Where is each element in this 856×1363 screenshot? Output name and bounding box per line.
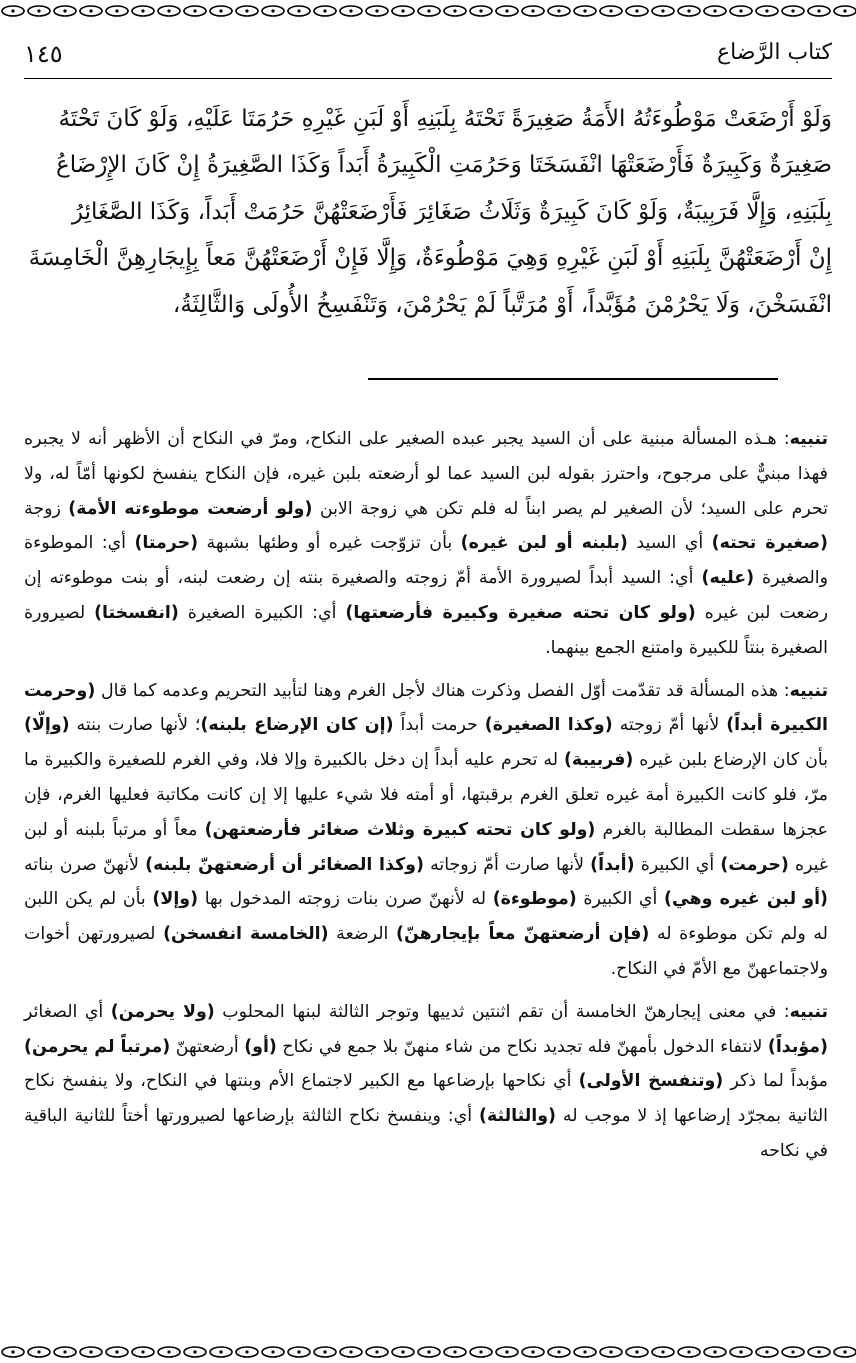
ornament-chain-icon <box>0 0 856 22</box>
commentary-text: أرضعتهنّ <box>170 1036 245 1057</box>
page-header <box>24 36 832 76</box>
commentary-text: أي: وينفسخ نكاح الثالثة بإرضاعها لصيرورتها أختاً للثانية الباقية في نكاحه <box>24 1106 828 1161</box>
matn-quote: (عليه) <box>701 568 755 589</box>
matn-quote: (حرمت) <box>720 854 789 875</box>
commentary-text: : هـذه المسألة مبنية على أن السيد يجبر عبده الصغير على النكاح، ومرّ في النكاح أن الأظهر أنه لا يجبره فهذا مبنيٌّ على مرجوح، واحترز بقوله لبن السيد عما لو أرضعته بلبن غيره، فإن النكاح ينفسخ لكونها أمّاً له، ولا تحرم على السيد؛ لأن الصغير لم يصر ابناً له فلم تكن هي زوجة الابن <box>24 429 828 519</box>
matn-line: إِنْ أَرْضَعَتْهُنَّ بِلَبَنِهِ أَوْ لَبَنِ غَيْرِهِ وَهِيَ مَوْطُوءَةٌ، وَإِلَّا فَإِنْ أَرْضَعَتْهُنَّ مَعاً بِإِيجَارِهِنَّ الْخَامِسَةَ <box>28 245 832 272</box>
matn-quote: (الخامسة انفسخن) <box>163 924 329 945</box>
matn-quote: (بلبنه أو لبن غيره) <box>460 533 628 554</box>
top-ornamental-border <box>0 0 856 22</box>
matn-quote: (إن كان الإرضاع بلبنه) <box>200 715 394 736</box>
matn-quote: (وحرمت الكبيرة أبداً) <box>24 680 828 736</box>
matn-line: صَغِيرَةٌ وَكَبِيرَةٌ فَأَرْضَعَتْهَا انْفَسَخَتَا وَحَرُمَتِ الْكَبِيرَةُ أَبَداً وَكَذَا الصَّغِيرَةُ إِنْ كَانَ الإِرْضَاعُ <box>56 152 832 179</box>
commentary-text: : في معنى إيجارهنّ الخامسة أن تقم اثنتين ثدييها وتوجر الثالثة لبنها المحلوب <box>214 1001 790 1022</box>
commentary-text: ؛ لأنها صارت بنته <box>69 715 201 736</box>
commentary-text: بأن تزوّجت غيره أو وطئها بشبهة <box>198 533 461 554</box>
matn-quote: (فربيبة) <box>563 750 634 771</box>
commentary-text: أي الصغائر <box>24 1001 111 1022</box>
page-number: ١٤٥ <box>24 40 63 68</box>
commentary-text: بأن كان الإرضاع بلبن غيره <box>633 750 828 771</box>
matn-text <box>24 96 832 328</box>
commentary-text: أي الكبيرة <box>576 889 665 910</box>
matn-quote: (موطوءة) <box>492 889 577 910</box>
matn-quote: (مرتباً لم يحرمن) <box>24 1036 171 1057</box>
matn-quote: (أو لبن غيره وهي) <box>664 889 828 910</box>
commentary-text: أي الكبيرة <box>634 854 721 875</box>
commentary-text: أي: السيد أبداً لصيرورة الأمة أمّ زوجته والصغيرة بنته إن رضعت لبنه، أو بنت موطوءته إن رضعت لبن غيره <box>24 568 828 623</box>
commentary-text: أي: الكبيرة الصغيرة <box>178 602 346 623</box>
commentary-text: لانتفاء الدخول بأمهنّ فله تجديد نكاح من شاء منهنّ بلا جمع في نكاح <box>276 1036 768 1057</box>
commentary-text: معاً أو مرتباً بلبنه أو لبن غيره <box>24 819 829 875</box>
commentary-text: زوجة <box>24 498 69 519</box>
bottom-ornamental-border <box>0 1341 856 1363</box>
matn-quote: (ولا يحرمن) <box>110 1001 215 1022</box>
commentary-text: حرمت أبداً <box>393 715 485 736</box>
ornament-chain-icon <box>0 1341 856 1363</box>
sharh-commentary <box>24 422 828 1177</box>
commentary-text: لأنها صارت أمّ زوجاته <box>423 854 591 875</box>
commentary-text: لأنها أمّ زوجته <box>612 715 727 736</box>
matn-quote: (حرمتا) <box>134 533 199 554</box>
commentary-text: أي نكاحها بإرضاعها مع الكبير لاجتماع الأم وبنتها في النكاح، ولا ينفسخ نكاح الثانية بمجرّد إرضاعها إذ لا موجب له <box>24 1071 828 1127</box>
commentary-text: لصيرورة الصغيرة بنتاً للكبيرة وامتنع الجمع بينهما. <box>24 602 828 658</box>
matn-quote: (ولو كان تحته كبيرة وثلاث صغائر فأرضعتهن) <box>204 819 596 840</box>
matn-quote: (والثالثة) <box>479 1106 557 1127</box>
matn-quote: (وإلا) <box>152 889 199 910</box>
commentary-text: : هذه المسألة قد تقدّمت أوّل الفصل وذكرت هناك لأجل الغرم وهنا لتأبيد التحريم وعدمه كما قال <box>95 680 790 701</box>
tanbih-label: تنبيه <box>789 429 828 449</box>
header-divider <box>24 78 832 79</box>
matn-quote: (انفسختا) <box>94 602 179 623</box>
matn-quote: (وتنفسخ الأولى) <box>578 1071 724 1092</box>
tanbih-label: تنبيه <box>789 1001 828 1022</box>
matn-quote: (فإن أرضعتهنّ معاً بإيجارهنّ) <box>396 924 650 945</box>
commentary-text: له تحرم عليه أبداً إن دخل بالكبيرة وإلا فلا، وفي الغرم للصغيرة والكبيرة ما مرّ، فلو كانت الكبيرة أمة غيره تعلق الغرم برقبتها، أو أمته فلا شيء عليها إلا إن كانت مكاتبة فعليها الغرم، فإن عجزها سقطت المطالبة بالغرم <box>24 750 828 840</box>
matn-quote: (صغيرة تحته) <box>711 533 828 554</box>
commentary-text: أي السيد <box>627 533 712 554</box>
commentary-text: لصيرورتهن أخوات ولاجتماعهنّ مع الأمّ في النكاح. <box>24 924 828 979</box>
commentary-text: الرضعة <box>328 924 396 945</box>
matn-quote: (أبداً) <box>590 854 635 875</box>
matn-sharh-separator <box>368 378 778 380</box>
matn-quote: (أو) <box>244 1036 277 1057</box>
commentary-paragraph <box>24 422 828 666</box>
matn-quote: (مؤبداً) <box>767 1036 828 1057</box>
matn-quote: (وكذا الصغائر أن أرضعتهنّ بلبنه) <box>145 854 424 875</box>
matn-quote: (وكذا الصغيرة) <box>484 715 613 736</box>
commentary-text: مؤبداً لما ذكر <box>723 1071 829 1092</box>
commentary-paragraph <box>24 674 828 987</box>
matn-quote: (ولو كان تحته صغيرة وكبيرة فأرضعتها) <box>345 602 696 623</box>
matn-quote: (وإلّا) <box>24 715 70 736</box>
commentary-text: أي: الموطوءة والصغيرة <box>24 533 829 589</box>
matn-quote: (ولو أرضعت موطوءته الأمة) <box>68 498 313 519</box>
commentary-paragraph <box>24 995 828 1169</box>
book-title: كتاب الرَّضاع <box>717 40 832 65</box>
commentary-text: لأنهنّ صرن بناته <box>24 854 146 875</box>
commentary-text: له لأنهنّ صرن بنات زوجته المدخول بها <box>198 889 493 910</box>
tanbih-label: تنبيه <box>789 680 828 701</box>
matn-line: وَلَوْ أَرْضَعَتْ مَوْطُوءَتُهُ الأَمَةُ صَغِيرَةً تَحْتَهُ بِلَبَنِهِ أَوْ لَبَنِ غَيْرِهِ حَرُمَتَا عَلَيْهِ، وَلَوْ كَانَ تَحْتَهُ <box>58 106 832 132</box>
commentary-text: بأن لم يكن اللبن له ولم تكن موطوءة له <box>24 889 828 945</box>
matn-line: بِلَبَنِهِ، وَإِلَّا فَرَبِيبَةٌ، وَلَوْ كَانَ كَبِيرَةٌ وَثَلَاثُ صَغَائِرَ فَأَرْضَعَتْهُنَّ حَرُمَتْ أَبَداً، وَكَذَا الصَّغَائِرُ <box>71 198 832 225</box>
matn-line: انْفَسَخْنَ، وَلَا يَحْرُمْنَ مُؤَبَّداً، أَوْ مُرَتَّباً لَمْ يَحْرُمْنَ، وَتَنْفَسِخُ الأُولَى وَالثَّالِثَةُ، <box>172 291 832 318</box>
